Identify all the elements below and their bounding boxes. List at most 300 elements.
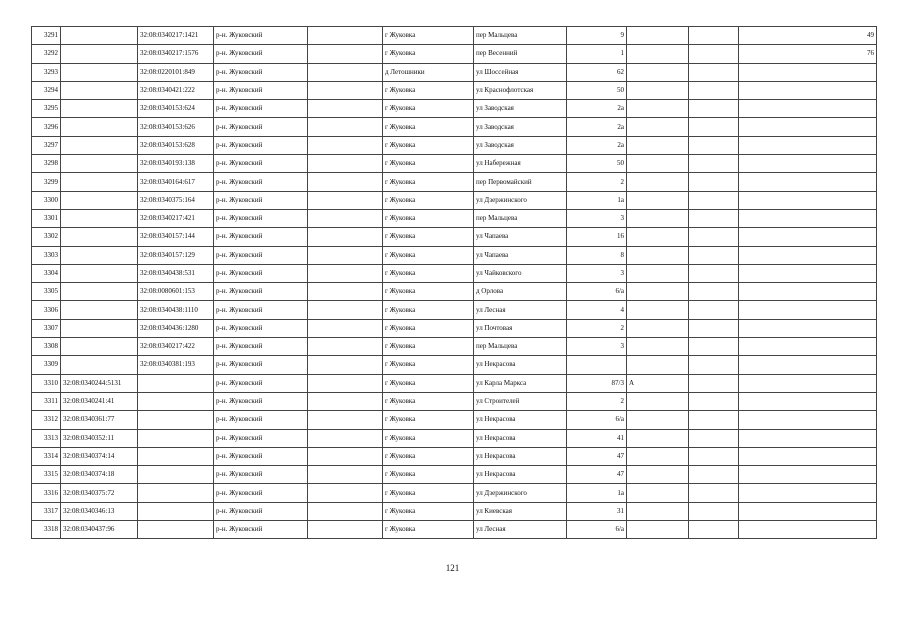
settlement-cell: г Жуковка [383,356,474,374]
empty-cell-cell [308,521,383,539]
settlement-cell: г Жуковка [383,81,474,99]
cadastral-land-number-cell [61,191,138,209]
cadastral-land-number-cell [61,63,138,81]
house-number-cell: 31 [567,502,627,520]
table-row [32,27,877,45]
apartment-number-cell [739,356,877,374]
district-cell: р-н. Жуковский [214,264,308,282]
house-number-cell: 3 [567,338,627,356]
empty-cell-cell [689,45,739,63]
street-cell: ул Киевская [474,502,567,520]
apartment-number-cell [739,319,877,337]
building-letter-cell [627,45,689,63]
street-cell: ул Некрасова [474,356,567,374]
empty-cell-cell [689,374,739,392]
building-letter-cell [627,301,689,319]
house-number-cell: 6/а [567,411,627,429]
cadastral-object-number-cell: 32:08:0340375:164 [138,191,214,209]
building-letter-cell [627,209,689,227]
empty-cell-cell [308,502,383,520]
empty-cell-cell [689,392,739,410]
house-number-cell: 3 [567,209,627,227]
settlement-cell: г Жуковка [383,521,474,539]
apartment-number-cell [739,63,877,81]
apartment-number-cell [739,301,877,319]
empty-cell-cell [308,374,383,392]
empty-cell-cell [689,155,739,173]
building-letter-cell [627,136,689,154]
cadastral-land-number-cell: 32:08:0340375:72 [61,484,138,502]
apartment-number-cell [739,100,877,118]
apartment-number-cell [739,173,877,191]
district-cell: р-н. Жуковский [214,283,308,301]
empty-cell-cell [689,356,739,374]
district-cell: р-н. Жуковский [214,100,308,118]
table-row [32,246,877,264]
settlement-cell: г Жуковка [383,228,474,246]
street-cell: ул Строителей [474,392,567,410]
row-number-cell: 3311 [32,392,61,410]
district-cell: р-н. Жуковский [214,411,308,429]
row-number-cell: 3297 [32,136,61,154]
empty-cell-cell [308,191,383,209]
cadastral-object-number-cell: 32:08:0220101:849 [138,63,214,81]
district-cell: р-н. Жуковский [214,447,308,465]
cadastral-object-number-cell: 32:08:0340217:421 [138,209,214,227]
district-cell: р-н. Жуковский [214,466,308,484]
row-number-cell: 3314 [32,447,61,465]
building-letter-cell [627,338,689,356]
street-cell: ул Заводская [474,100,567,118]
street-cell: ул Дзержинского [474,484,567,502]
cadastral-object-number-cell [138,521,214,539]
empty-cell-cell [308,118,383,136]
empty-cell-cell [308,283,383,301]
apartment-number-cell [739,228,877,246]
table-row [32,63,877,81]
table-row [32,356,877,374]
cadastral-land-number-cell [61,264,138,282]
cadastral-land-number-cell [61,173,138,191]
apartment-number-cell [739,209,877,227]
table-row [32,45,877,63]
cadastral-land-number-cell: 32:08:0340374:18 [61,466,138,484]
row-number-cell: 3301 [32,209,61,227]
street-cell: ул Почтовая [474,319,567,337]
table-row [32,283,877,301]
cadastral-land-number-cell [61,136,138,154]
street-cell: ул Дзержинского [474,191,567,209]
apartment-number-cell [739,411,877,429]
house-number-cell: 9 [567,27,627,45]
building-letter-cell [627,228,689,246]
district-cell: р-н. Жуковский [214,155,308,173]
cadastral-land-number-cell [61,246,138,264]
row-number-cell: 3294 [32,81,61,99]
row-number-cell: 3307 [32,319,61,337]
district-cell: р-н. Жуковский [214,228,308,246]
apartment-number-cell [739,374,877,392]
building-letter-cell [627,246,689,264]
cadastral-object-number-cell: 32:08:0340193:138 [138,155,214,173]
house-number-cell: 2а [567,118,627,136]
district-cell: р-н. Жуковский [214,45,308,63]
settlement-cell: г Жуковка [383,136,474,154]
house-number-cell: 47 [567,466,627,484]
empty-cell-cell [689,118,739,136]
empty-cell-cell [308,319,383,337]
empty-cell-cell [308,81,383,99]
settlement-cell: г Жуковка [383,27,474,45]
cadastral-land-number-cell [61,356,138,374]
row-number-cell: 3300 [32,191,61,209]
empty-cell-cell [689,484,739,502]
row-number-cell: 3295 [32,100,61,118]
building-letter-cell [627,356,689,374]
table-row [32,136,877,154]
table-row [32,228,877,246]
street-cell: д Орлова [474,283,567,301]
cadastral-object-number-cell [138,392,214,410]
cadastral-land-number-cell: 32:08:0340244:5131 [61,374,138,392]
district-cell: р-н. Жуковский [214,246,308,264]
building-letter-cell [627,447,689,465]
house-number-cell: 3 [567,264,627,282]
building-letter-cell [627,63,689,81]
empty-cell-cell [308,155,383,173]
row-number-cell: 3318 [32,521,61,539]
cadastral-land-number-cell [61,209,138,227]
building-letter-cell [627,283,689,301]
row-number-cell: 3305 [32,283,61,301]
building-letter-cell [627,191,689,209]
registry-table [31,26,877,539]
row-number-cell: 3299 [32,173,61,191]
district-cell: р-н. Жуковский [214,63,308,81]
empty-cell-cell [308,209,383,227]
table-row [32,173,877,191]
settlement-cell: г Жуковка [383,447,474,465]
page-number: 121 [445,563,460,573]
settlement-cell: г Жуковка [383,392,474,410]
row-number-cell: 3302 [32,228,61,246]
empty-cell-cell [308,63,383,81]
table-row [32,100,877,118]
settlement-cell: г Жуковка [383,283,474,301]
row-number-cell: 3293 [32,63,61,81]
empty-cell-cell [308,45,383,63]
street-cell: ул Заводская [474,136,567,154]
apartment-number-cell [739,155,877,173]
settlement-cell: г Жуковка [383,429,474,447]
row-number-cell: 3306 [32,301,61,319]
row-number-cell: 3315 [32,466,61,484]
cadastral-object-number-cell [138,502,214,520]
settlement-cell: г Жуковка [383,155,474,173]
empty-cell-cell [308,356,383,374]
cadastral-object-number-cell: 32:08:0340438:531 [138,264,214,282]
street-cell: ул Краснофлотская [474,81,567,99]
street-cell: пер Мальцева [474,209,567,227]
district-cell: р-н. Жуковский [214,173,308,191]
row-number-cell: 3313 [32,429,61,447]
building-letter-cell [627,484,689,502]
district-cell: р-н. Жуковский [214,392,308,410]
empty-cell-cell [308,100,383,118]
street-cell: ул Некрасова [474,447,567,465]
empty-cell-cell [689,228,739,246]
house-number-cell: 2 [567,319,627,337]
house-number-cell: 50 [567,155,627,173]
row-number-cell: 3298 [32,155,61,173]
building-letter-cell: А [627,374,689,392]
cadastral-object-number-cell [138,484,214,502]
table-row [32,374,877,392]
cadastral-land-number-cell [61,100,138,118]
empty-cell-cell [689,447,739,465]
empty-cell-cell [689,521,739,539]
row-number-cell: 3296 [32,118,61,136]
cadastral-land-number-cell [61,155,138,173]
district-cell: р-н. Жуковский [214,81,308,99]
row-number-cell: 3303 [32,246,61,264]
district-cell: р-н. Жуковский [214,118,308,136]
building-letter-cell [627,319,689,337]
house-number-cell: 41 [567,429,627,447]
settlement-cell: г Жуковка [383,301,474,319]
district-cell: р-н. Жуковский [214,429,308,447]
district-cell: р-н. Жуковский [214,502,308,520]
cadastral-land-number-cell [61,81,138,99]
district-cell: р-н. Жуковский [214,338,308,356]
street-cell: пер Первомайский [474,173,567,191]
empty-cell-cell [689,466,739,484]
cadastral-object-number-cell: 32:08:0340157:129 [138,246,214,264]
cadastral-object-number-cell [138,447,214,465]
street-cell: ул Лесная [474,301,567,319]
row-number-cell: 3317 [32,502,61,520]
district-cell: р-н. Жуковский [214,484,308,502]
cadastral-land-number-cell: 32:08:0340374:14 [61,447,138,465]
empty-cell-cell [689,81,739,99]
apartment-number-cell [739,466,877,484]
apartment-number-cell: 49 [739,27,877,45]
apartment-number-cell [739,264,877,282]
apartment-number-cell [739,484,877,502]
house-number-cell: 2а [567,136,627,154]
apartment-number-cell [739,118,877,136]
empty-cell-cell [308,301,383,319]
house-number-cell: 2а [567,100,627,118]
cadastral-object-number-cell: 32:08:0080601:153 [138,283,214,301]
street-cell: ул Чайковского [474,264,567,282]
table-row [32,319,877,337]
settlement-cell: г Жуковка [383,319,474,337]
apartment-number-cell [739,283,877,301]
house-number-cell: 8 [567,246,627,264]
empty-cell-cell [308,264,383,282]
cadastral-land-number-cell [61,283,138,301]
apartment-number-cell [739,81,877,99]
settlement-cell: г Жуковка [383,100,474,118]
table-row [32,466,877,484]
empty-cell-cell [689,27,739,45]
cadastral-land-number-cell [61,301,138,319]
street-cell: ул Некрасова [474,466,567,484]
street-cell: пер Мальцева [474,338,567,356]
district-cell: р-н. Жуковский [214,356,308,374]
empty-cell-cell [308,411,383,429]
cadastral-land-number-cell [61,319,138,337]
empty-cell-cell [308,429,383,447]
empty-cell-cell [689,191,739,209]
settlement-cell: г Жуковка [383,338,474,356]
table-row [32,338,877,356]
district-cell: р-н. Жуковский [214,319,308,337]
building-letter-cell [627,155,689,173]
house-number-cell: 47 [567,447,627,465]
table-row [32,209,877,227]
settlement-cell: г Жуковка [383,502,474,520]
cadastral-object-number-cell: 32:08:0340164:617 [138,173,214,191]
street-cell: ул Некрасова [474,429,567,447]
settlement-cell: г Жуковка [383,374,474,392]
cadastral-object-number-cell: 32:08:0340217:422 [138,338,214,356]
building-letter-cell [627,118,689,136]
settlement-cell: г Жуковка [383,173,474,191]
street-cell: ул Некрасова [474,411,567,429]
empty-cell-cell [689,246,739,264]
cadastral-land-number-cell: 32:08:0340437:96 [61,521,138,539]
cadastral-object-number-cell: 32:08:0340217:1576 [138,45,214,63]
street-cell: ул Карла Маркса [474,374,567,392]
empty-cell-cell [308,338,383,356]
house-number-cell [567,356,627,374]
table-row [32,118,877,136]
cadastral-object-number-cell: 32:08:0340421:222 [138,81,214,99]
cadastral-land-number-cell: 32:08:0340361:77 [61,411,138,429]
cadastral-land-number-cell [61,45,138,63]
building-letter-cell [627,521,689,539]
empty-cell-cell [308,136,383,154]
house-number-cell: 6/а [567,521,627,539]
cadastral-land-number-cell [61,338,138,356]
building-letter-cell [627,392,689,410]
table-row [32,447,877,465]
apartment-number-cell [739,429,877,447]
empty-cell-cell [308,173,383,191]
row-number-cell: 3291 [32,27,61,45]
house-number-cell: 6/а [567,283,627,301]
building-letter-cell [627,411,689,429]
district-cell: р-н. Жуковский [214,136,308,154]
street-cell: ул Набережная [474,155,567,173]
cadastral-object-number-cell: 32:08:0340153:628 [138,136,214,154]
house-number-cell: 1 [567,45,627,63]
district-cell: р-н. Жуковский [214,191,308,209]
empty-cell-cell [689,411,739,429]
house-number-cell: 2 [567,392,627,410]
empty-cell-cell [689,319,739,337]
table-row [32,301,877,319]
row-number-cell: 3312 [32,411,61,429]
table-row [32,264,877,282]
settlement-cell: г Жуковка [383,191,474,209]
building-letter-cell [627,502,689,520]
table-row [32,191,877,209]
table-row [32,155,877,173]
cadastral-object-number-cell [138,411,214,429]
empty-cell-cell [689,283,739,301]
empty-cell-cell [308,246,383,264]
cadastral-land-number-cell [61,27,138,45]
street-cell: ул Шоссейная [474,63,567,81]
cadastral-object-number-cell: 32:08:0340217:1421 [138,27,214,45]
house-number-cell: 16 [567,228,627,246]
cadastral-object-number-cell: 32:08:0340381:193 [138,356,214,374]
empty-cell-cell [308,228,383,246]
registry-rows [32,27,877,539]
cadastral-object-number-cell [138,374,214,392]
empty-cell-cell [689,264,739,282]
row-number-cell: 3316 [32,484,61,502]
empty-cell-cell [689,63,739,81]
cadastral-object-number-cell: 32:08:0340436:1280 [138,319,214,337]
district-cell: р-н. Жуковский [214,209,308,227]
empty-cell-cell [689,209,739,227]
settlement-cell: г Жуковка [383,411,474,429]
empty-cell-cell [689,338,739,356]
settlement-cell: г Жуковка [383,209,474,227]
building-letter-cell [627,466,689,484]
cadastral-object-number-cell [138,466,214,484]
building-letter-cell [627,27,689,45]
street-cell: ул Чапаева [474,228,567,246]
cadastral-object-number-cell: 32:08:0340153:624 [138,100,214,118]
street-cell: ул Чапаева [474,246,567,264]
cadastral-object-number-cell: 32:08:0340157:144 [138,228,214,246]
empty-cell-cell [308,466,383,484]
house-number-cell: 87/3 [567,374,627,392]
settlement-cell: г Жуковка [383,264,474,282]
house-number-cell: 1а [567,484,627,502]
apartment-number-cell: 76 [739,45,877,63]
row-number-cell: 3310 [32,374,61,392]
table-row [32,429,877,447]
street-cell: пер Мальцева [474,27,567,45]
empty-cell-cell [308,392,383,410]
cadastral-land-number-cell [61,118,138,136]
empty-cell-cell [308,484,383,502]
cadastral-object-number-cell: 32:08:0340438:1110 [138,301,214,319]
empty-cell-cell [689,301,739,319]
empty-cell-cell [689,136,739,154]
table-row [32,484,877,502]
cadastral-object-number-cell [138,429,214,447]
settlement-cell: г Жуковка [383,484,474,502]
row-number-cell: 3308 [32,338,61,356]
table-row [32,521,877,539]
apartment-number-cell [739,521,877,539]
row-number-cell: 3304 [32,264,61,282]
cadastral-land-number-cell [61,228,138,246]
cadastral-object-number-cell: 32:08:0340153:626 [138,118,214,136]
district-cell: р-н. Жуковский [214,301,308,319]
building-letter-cell [627,81,689,99]
apartment-number-cell [739,447,877,465]
apartment-number-cell [739,338,877,356]
house-number-cell: 4 [567,301,627,319]
